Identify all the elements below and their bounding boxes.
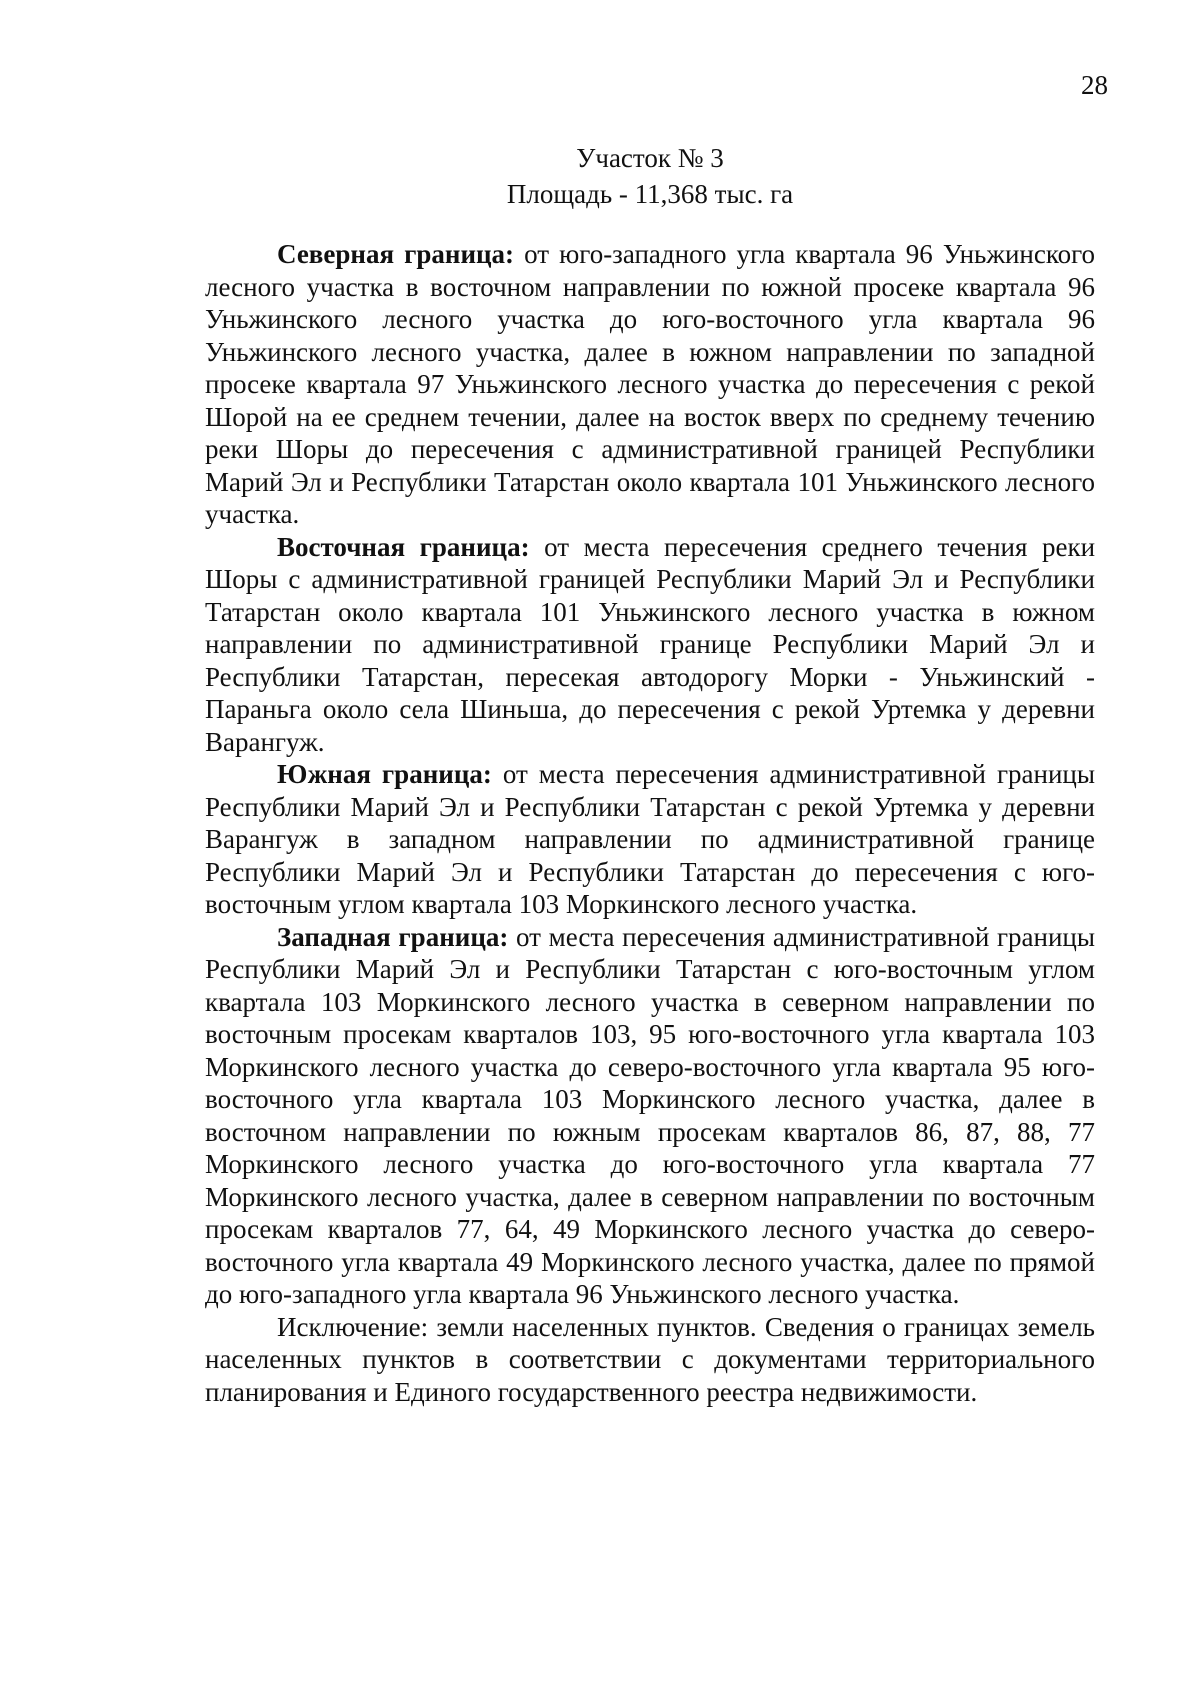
north-boundary-label: Северная граница: (277, 239, 515, 269)
east-boundary-paragraph (205, 531, 1095, 759)
east-boundary-label: Восточная граница: (277, 531, 530, 562)
plot-area: Площадь - 11,368 тыс. га (506, 179, 794, 209)
west-boundary-label: Западная граница: (277, 921, 509, 952)
north-boundary-text: от юго-западного угла квартала 96 Уньжинского лесного участка в восточном направлении по южной просеке квартала 96 Уньжинского лесного участка до юго-восточного угла квартала 96 Уньжинского лесного участка, далее в южном направлении по западной просеке квартала 97 Уньжинского лесного участка до пересечения с рекой Шорой на ее среднем течении, далее на восток вверх по среднему течению реки Шоры до пересечения с административной границей Республики Марий Эл и Республики Татарстан около квартала 101 Уньжинского лесного участка. (205, 239, 1096, 529)
south-boundary-text: от места пересечения административной границы Республики Марий Эл и Республики Татарстан с рекой Уртемка у деревни Варангуж в западном направлении по административной границе Республики Марий Эл и Республики Татарстан до пересечения с юго-восточным углом квартала 103 Моркинского лесного участка. (205, 759, 1096, 919)
page-number: 28 (1081, 70, 1108, 100)
east-boundary-text: от места пересечения среднего течения реки Шоры с административной границей Республики Марий Эл и Республики Татарстан около квартала 101 Уньжинского лесного участка в южном направлении по административной границе Республики Марий Эл и Республики Татарстан, пересекая автодорогу Морки - Уньжинский - Параньга около села Шиньша, до пересечения с рекой Уртемка у деревни Варангуж. (205, 531, 1096, 757)
north-boundary-paragraph (205, 238, 1095, 531)
plot-header (205, 140, 1095, 212)
boundary-description (205, 238, 1095, 1408)
south-boundary-label: Южная граница: (277, 759, 492, 789)
west-boundary-paragraph (205, 921, 1095, 1311)
west-boundary-text: от места пересечения административной границы Республики Марий Эл и Республики Татарстан с юго-восточным углом квартала 103 Моркинского лесного участка в северном направлении по восточным просекам кварталов 103, 95 юго-восточного угла квартала 103 Моркинского лесного участка до северо-восточного угла квартала 95 юго-восточного угла квартала 103 Моркинского лесного участка, далее в восточном направлении по южным просекам кварталов 86, 87, 88, 77 Моркинского лесного участка до юго-восточного угла квартала 77 Моркинского лесного участка, далее в северном направлении по восточным просекам кварталов 77, 64, 49 Моркинского лесного участка до северо-восточного угла квартала 49 Моркинского лесного участка, далее по прямой до юго-западного угла квартала 96 Уньжинского лесного участка. (205, 921, 1096, 1309)
plot-title: Участок № 3 (576, 143, 724, 173)
south-boundary-paragraph (205, 758, 1095, 921)
exception-paragraph: Исключение: земли населенных пунктов. Сведения о границах земель населенных пунктов в соответствии с документами территориального планирования и Единого государственного реестра недвижимости. (205, 1311, 1095, 1407)
